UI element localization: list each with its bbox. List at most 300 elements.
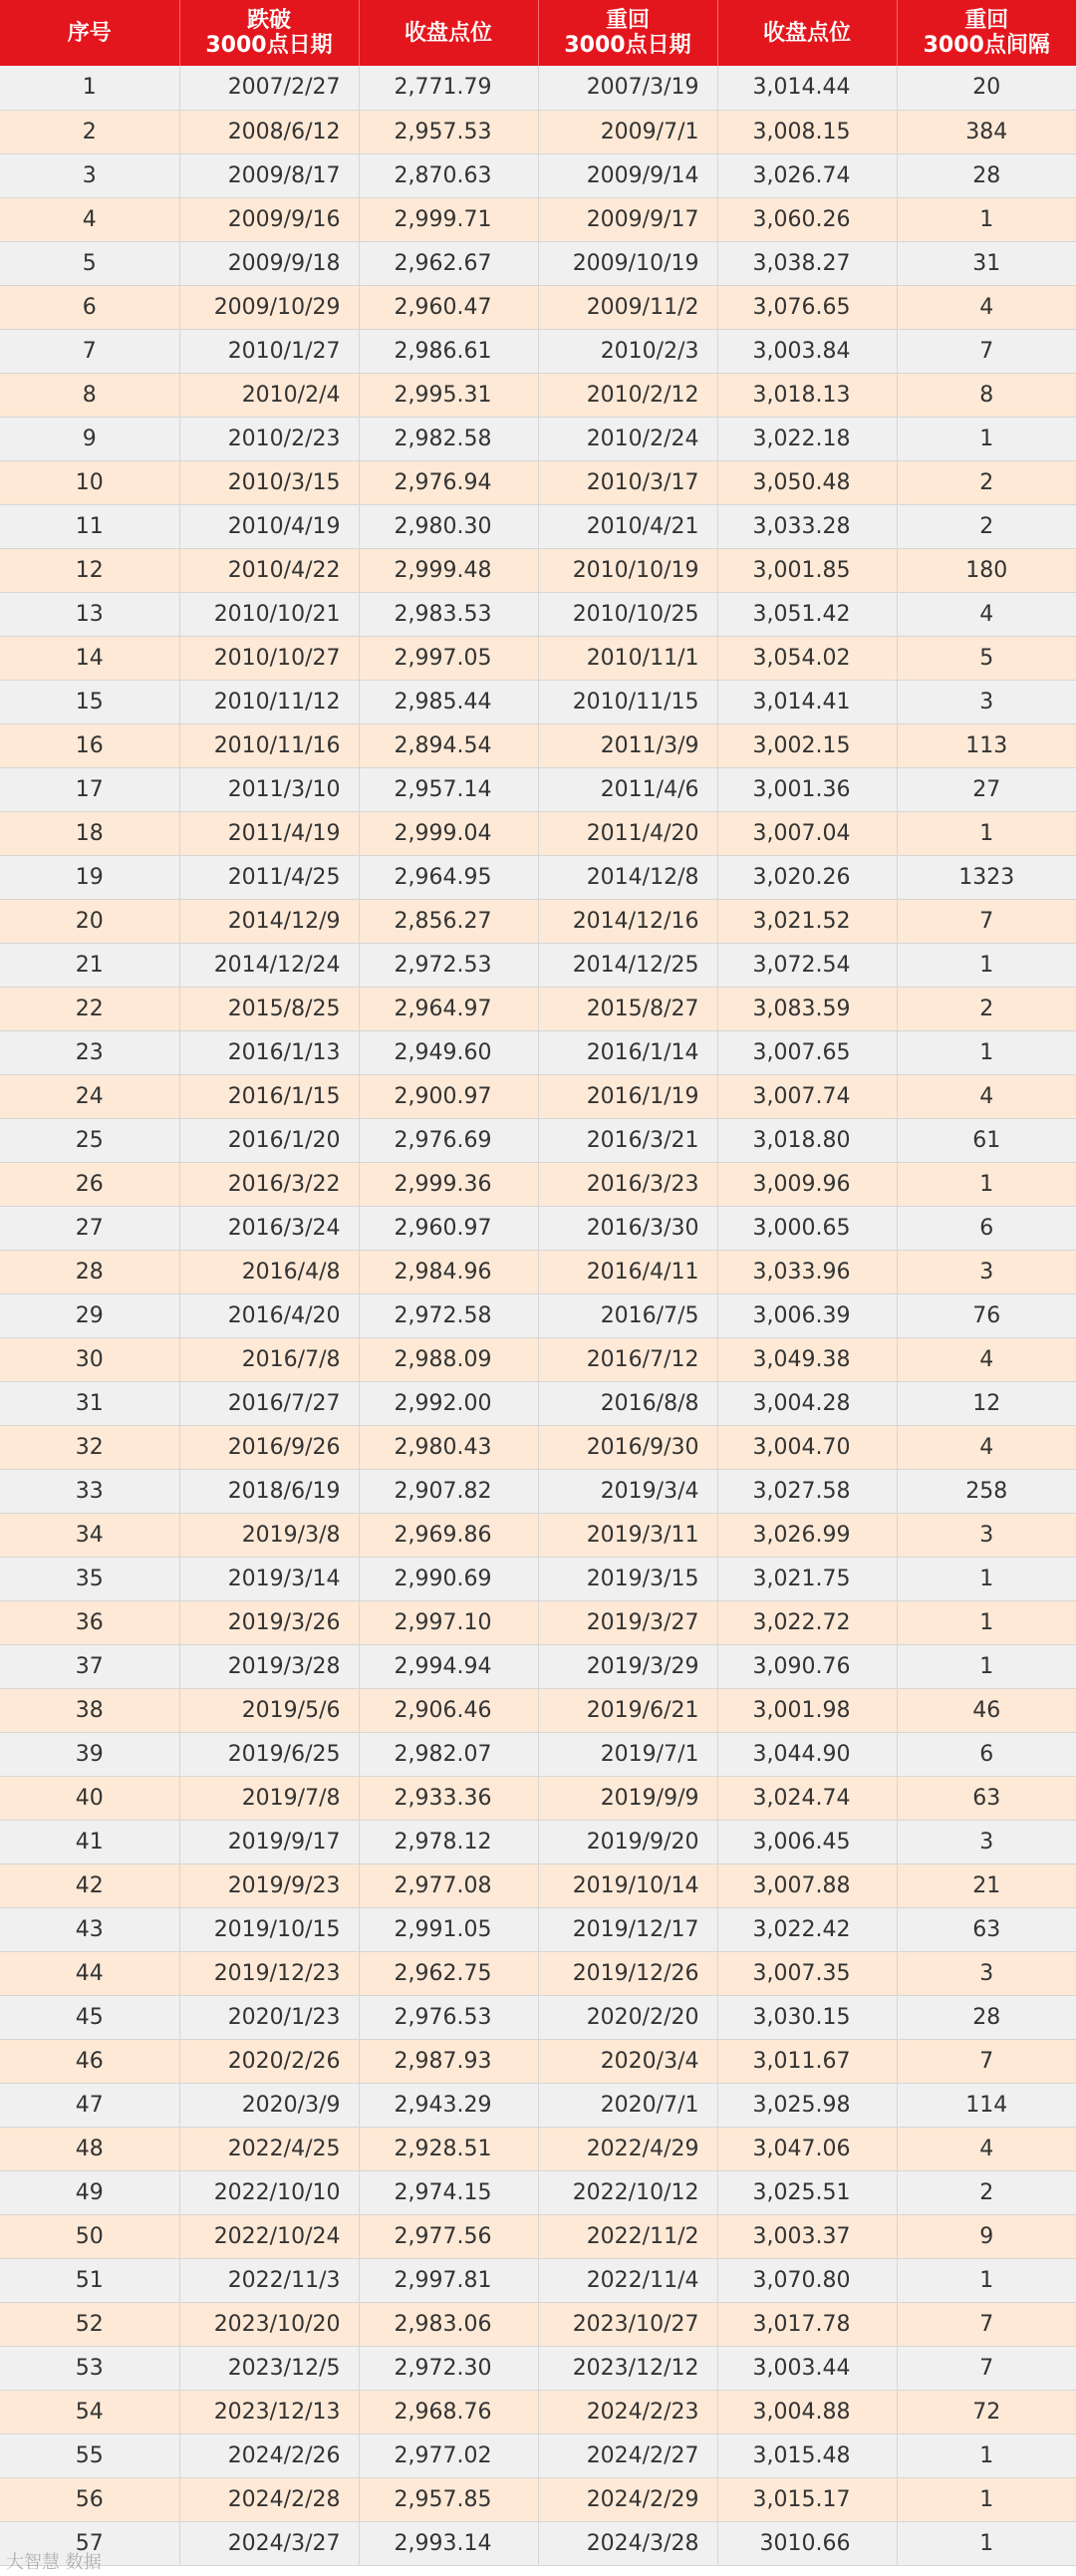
cell-break-close: 2,972.30 <box>359 2346 538 2390</box>
cell-row-index: 21 <box>0 943 179 987</box>
cell-return-interval: 46 <box>897 1688 1076 1732</box>
table-row <box>0 2083 1076 2127</box>
cell-break-close: 2,974.15 <box>359 2170 538 2214</box>
cell-return-date: 2016/1/19 <box>538 1074 717 1118</box>
table-row <box>0 1118 1076 1162</box>
cell-row-index: 4 <box>0 197 179 241</box>
cell-row-index: 55 <box>0 2433 179 2477</box>
table-row <box>0 1250 1076 1293</box>
table-row <box>0 855 1076 899</box>
cell-return-close: 3,004.70 <box>717 1425 897 1469</box>
cell-return-close: 3,003.84 <box>717 329 897 373</box>
table-row <box>0 2346 1076 2390</box>
table-row <box>0 1513 1076 1557</box>
cell-return-close: 3,017.78 <box>717 2302 897 2346</box>
cell-break-close: 2,983.53 <box>359 592 538 636</box>
cell-return-close: 3,007.74 <box>717 1074 897 1118</box>
cell-return-close: 3,083.59 <box>717 987 897 1030</box>
cell-return-date: 2022/11/2 <box>538 2214 717 2258</box>
cell-row-index: 40 <box>0 1776 179 1820</box>
cell-row-index: 32 <box>0 1425 179 1469</box>
table-row <box>0 1425 1076 1469</box>
cell-row-index: 3 <box>0 153 179 197</box>
cell-row-index: 37 <box>0 1644 179 1688</box>
cell-break-close: 2,992.00 <box>359 1381 538 1425</box>
table-row <box>0 373 1076 417</box>
cell-break-date: 2023/10/20 <box>179 2302 359 2346</box>
cell-return-interval: 4 <box>897 285 1076 329</box>
cell-break-close: 2,993.14 <box>359 2521 538 2565</box>
cell-break-close: 2,960.47 <box>359 285 538 329</box>
cell-return-date: 2007/3/19 <box>538 66 717 110</box>
header-interval: 重回 3000点间隔 <box>897 0 1076 66</box>
cell-row-index: 17 <box>0 767 179 811</box>
cell-return-date: 2020/2/20 <box>538 1995 717 2039</box>
cell-return-date: 2010/3/17 <box>538 460 717 504</box>
cell-return-interval: 20 <box>897 66 1076 110</box>
cell-return-date: 2010/4/21 <box>538 504 717 548</box>
cell-row-index: 48 <box>0 2127 179 2170</box>
table-row <box>0 2302 1076 2346</box>
cell-return-date: 2009/11/2 <box>538 285 717 329</box>
cell-break-date: 2016/7/8 <box>179 1337 359 1381</box>
cell-break-date: 2016/4/20 <box>179 1293 359 1337</box>
table-row <box>0 1557 1076 1600</box>
table-row <box>0 767 1076 811</box>
cell-break-close: 2,977.02 <box>359 2433 538 2477</box>
cell-return-interval: 3 <box>897 1513 1076 1557</box>
cell-return-close: 3,007.65 <box>717 1030 897 1074</box>
cell-break-date: 2020/2/26 <box>179 2039 359 2083</box>
cell-return-interval: 9 <box>897 2214 1076 2258</box>
cell-break-close: 2,997.10 <box>359 1600 538 1644</box>
cell-return-date: 2019/3/11 <box>538 1513 717 1557</box>
cell-break-close: 2,969.86 <box>359 1513 538 1557</box>
cell-return-date: 2019/10/14 <box>538 1863 717 1907</box>
table-row <box>0 2258 1076 2302</box>
cell-row-index: 46 <box>0 2039 179 2083</box>
cell-break-date: 2009/8/17 <box>179 153 359 197</box>
cell-break-close: 2,982.58 <box>359 417 538 460</box>
cell-break-close: 2,957.85 <box>359 2477 538 2521</box>
cell-row-index: 2 <box>0 110 179 153</box>
table-row <box>0 723 1076 767</box>
cell-return-interval: 61 <box>897 1118 1076 1162</box>
cell-return-interval: 1 <box>897 417 1076 460</box>
cell-row-index: 30 <box>0 1337 179 1381</box>
cell-return-interval: 113 <box>897 723 1076 767</box>
cell-row-index: 42 <box>0 1863 179 1907</box>
cell-break-close: 2,906.46 <box>359 1688 538 1732</box>
cell-return-interval: 1 <box>897 1162 1076 1206</box>
table-row <box>0 811 1076 855</box>
cell-break-date: 2016/4/8 <box>179 1250 359 1293</box>
cell-return-interval: 1 <box>897 2521 1076 2565</box>
cell-return-date: 2022/10/12 <box>538 2170 717 2214</box>
cell-return-close: 3,021.75 <box>717 1557 897 1600</box>
cell-return-close: 3,015.48 <box>717 2433 897 2477</box>
cell-break-close: 2,943.29 <box>359 2083 538 2127</box>
cell-break-close: 2,894.54 <box>359 723 538 767</box>
cell-return-date: 2019/12/17 <box>538 1907 717 1951</box>
cell-break-close: 2,928.51 <box>359 2127 538 2170</box>
cell-return-close: 3,022.72 <box>717 1600 897 1644</box>
cell-return-date: 2015/8/27 <box>538 987 717 1030</box>
table-row <box>0 1381 1076 1425</box>
cell-break-date: 2015/8/25 <box>179 987 359 1030</box>
cell-row-index: 5 <box>0 241 179 285</box>
table-header <box>0 0 1076 66</box>
cell-row-index: 54 <box>0 2390 179 2433</box>
cell-row-index: 15 <box>0 680 179 723</box>
cell-return-interval: 12 <box>897 1381 1076 1425</box>
cell-break-close: 2,977.56 <box>359 2214 538 2258</box>
cell-row-index: 16 <box>0 723 179 767</box>
table-row <box>0 241 1076 285</box>
table-row <box>0 1907 1076 1951</box>
cell-return-date: 2019/9/9 <box>538 1776 717 1820</box>
table-row <box>0 197 1076 241</box>
cell-return-date: 2020/3/4 <box>538 2039 717 2083</box>
cell-row-index: 41 <box>0 1820 179 1863</box>
cell-return-date: 2010/11/1 <box>538 636 717 680</box>
cell-break-date: 2016/3/24 <box>179 1206 359 1250</box>
cell-row-index: 50 <box>0 2214 179 2258</box>
cell-return-interval: 3 <box>897 1250 1076 1293</box>
cell-row-index: 8 <box>0 373 179 417</box>
header-index: 序号 <box>0 0 179 66</box>
cell-break-date: 2024/2/26 <box>179 2433 359 2477</box>
cell-return-date: 2016/4/11 <box>538 1250 717 1293</box>
cell-break-close: 2,949.60 <box>359 1030 538 1074</box>
cell-break-close: 2,964.97 <box>359 987 538 1030</box>
cell-return-interval: 1 <box>897 2258 1076 2302</box>
cell-break-date: 2010/10/27 <box>179 636 359 680</box>
cell-return-date: 2024/3/28 <box>538 2521 717 2565</box>
table-row <box>0 1776 1076 1820</box>
cell-break-close: 2,900.97 <box>359 1074 538 1118</box>
cell-return-date: 2014/12/16 <box>538 899 717 943</box>
cell-break-date: 2022/10/10 <box>179 2170 359 2214</box>
cell-return-close: 3,003.44 <box>717 2346 897 2390</box>
cell-break-date: 2010/2/4 <box>179 373 359 417</box>
cell-break-close: 2,994.94 <box>359 1644 538 1688</box>
cell-break-date: 2016/3/22 <box>179 1162 359 1206</box>
cell-return-interval: 2 <box>897 2170 1076 2214</box>
cell-row-index: 57 <box>0 2521 179 2565</box>
cell-return-date: 2014/12/8 <box>538 855 717 899</box>
cell-break-close: 2,976.53 <box>359 1995 538 2039</box>
cell-return-close: 3,001.36 <box>717 767 897 811</box>
cell-row-index: 19 <box>0 855 179 899</box>
cell-break-date: 2019/3/8 <box>179 1513 359 1557</box>
cell-return-close: 3,054.02 <box>717 636 897 680</box>
cell-return-date: 2020/7/1 <box>538 2083 717 2127</box>
cell-return-interval: 1 <box>897 1557 1076 1600</box>
cell-return-close: 3,025.51 <box>717 2170 897 2214</box>
cell-break-close: 2,991.05 <box>359 1907 538 1951</box>
cell-break-date: 2023/12/13 <box>179 2390 359 2433</box>
cell-break-date: 2008/6/12 <box>179 110 359 153</box>
header-return-close: 收盘点位 <box>717 0 897 66</box>
cell-return-close: 3,060.26 <box>717 197 897 241</box>
cell-break-date: 2016/1/15 <box>179 1074 359 1118</box>
cell-return-interval: 3 <box>897 1820 1076 1863</box>
table-row <box>0 899 1076 943</box>
cell-break-date: 2022/10/24 <box>179 2214 359 2258</box>
cell-return-close: 3,007.88 <box>717 1863 897 1907</box>
cell-row-index: 56 <box>0 2477 179 2521</box>
cell-break-close: 2,976.69 <box>359 1118 538 1162</box>
cell-break-close: 2,997.81 <box>359 2258 538 2302</box>
cell-row-index: 24 <box>0 1074 179 1118</box>
cell-break-date: 2019/9/17 <box>179 1820 359 1863</box>
table-row <box>0 1074 1076 1118</box>
cell-break-date: 2010/10/21 <box>179 592 359 636</box>
table-row <box>0 66 1076 110</box>
table-row <box>0 1644 1076 1688</box>
cell-return-interval: 1 <box>897 197 1076 241</box>
cell-return-interval: 63 <box>897 1776 1076 1820</box>
cell-break-close: 2,980.30 <box>359 504 538 548</box>
cell-return-interval: 63 <box>897 1907 1076 1951</box>
cell-return-close: 3,018.13 <box>717 373 897 417</box>
cell-break-date: 2024/3/27 <box>179 2521 359 2565</box>
cell-return-close: 3,014.44 <box>717 66 897 110</box>
cell-break-date: 2010/1/27 <box>179 329 359 373</box>
table-row <box>0 2477 1076 2521</box>
cell-row-index: 28 <box>0 1250 179 1293</box>
cell-return-interval: 114 <box>897 2083 1076 2127</box>
cell-break-close: 2,985.44 <box>359 680 538 723</box>
cell-break-date: 2024/2/28 <box>179 2477 359 2521</box>
cell-break-date: 2009/9/18 <box>179 241 359 285</box>
watermark: 大智慧 数据 <box>6 2552 102 2573</box>
cell-break-close: 2,957.53 <box>359 110 538 153</box>
cell-break-date: 2009/10/29 <box>179 285 359 329</box>
cell-break-close: 2,997.05 <box>359 636 538 680</box>
table-row <box>0 1688 1076 1732</box>
cell-return-close: 3,030.15 <box>717 1995 897 2039</box>
table-row <box>0 1162 1076 1206</box>
table-row <box>0 1995 1076 2039</box>
cell-return-interval: 4 <box>897 592 1076 636</box>
cell-row-index: 18 <box>0 811 179 855</box>
cell-return-date: 2019/3/4 <box>538 1469 717 1513</box>
cell-break-close: 2,968.76 <box>359 2390 538 2433</box>
cell-return-interval: 2 <box>897 987 1076 1030</box>
cell-row-index: 26 <box>0 1162 179 1206</box>
cell-row-index: 25 <box>0 1118 179 1162</box>
cell-return-close: 3,008.15 <box>717 110 897 153</box>
table-row <box>0 680 1076 723</box>
cell-break-date: 2022/4/25 <box>179 2127 359 2170</box>
cell-return-date: 2016/7/12 <box>538 1337 717 1381</box>
cell-break-date: 2019/7/8 <box>179 1776 359 1820</box>
cell-return-close: 3,011.67 <box>717 2039 897 2083</box>
table-row <box>0 329 1076 373</box>
cell-row-index: 23 <box>0 1030 179 1074</box>
cell-return-interval: 1323 <box>897 855 1076 899</box>
cell-return-close: 3,025.98 <box>717 2083 897 2127</box>
cell-break-date: 2014/12/9 <box>179 899 359 943</box>
table-row <box>0 153 1076 197</box>
cell-break-date: 2011/4/25 <box>179 855 359 899</box>
cell-return-close: 3,006.45 <box>717 1820 897 1863</box>
cell-break-date: 2014/12/24 <box>179 943 359 987</box>
cell-row-index: 29 <box>0 1293 179 1337</box>
cell-break-close: 2,988.09 <box>359 1337 538 1381</box>
cell-return-interval: 27 <box>897 767 1076 811</box>
cell-break-close: 2,984.96 <box>359 1250 538 1293</box>
cell-return-date: 2016/8/8 <box>538 1381 717 1425</box>
cell-row-index: 43 <box>0 1907 179 1951</box>
cell-return-interval: 1 <box>897 811 1076 855</box>
cell-break-date: 2010/4/19 <box>179 504 359 548</box>
cell-return-date: 2010/10/19 <box>538 548 717 592</box>
cell-return-date: 2022/4/29 <box>538 2127 717 2170</box>
cell-return-interval: 4 <box>897 1425 1076 1469</box>
cell-return-interval: 72 <box>897 2390 1076 2433</box>
cell-return-close: 3,002.15 <box>717 723 897 767</box>
table-row <box>0 987 1076 1030</box>
cell-return-interval: 8 <box>897 373 1076 417</box>
header-row <box>0 0 1076 66</box>
cell-row-index: 51 <box>0 2258 179 2302</box>
cell-return-date: 2011/4/20 <box>538 811 717 855</box>
cell-return-close: 3,047.06 <box>717 2127 897 2170</box>
cell-break-close: 2,987.93 <box>359 2039 538 2083</box>
cell-return-close: 3,033.96 <box>717 1250 897 1293</box>
cell-return-close: 3,007.04 <box>717 811 897 855</box>
cell-row-index: 47 <box>0 2083 179 2127</box>
cell-break-date: 2010/11/16 <box>179 723 359 767</box>
cell-return-interval: 7 <box>897 2346 1076 2390</box>
table-row <box>0 2390 1076 2433</box>
cell-return-close: 3,004.88 <box>717 2390 897 2433</box>
cell-return-close: 3,070.80 <box>717 2258 897 2302</box>
cell-row-index: 38 <box>0 1688 179 1732</box>
cell-break-date: 2019/10/15 <box>179 1907 359 1951</box>
cell-break-date: 2010/4/22 <box>179 548 359 592</box>
cell-row-index: 11 <box>0 504 179 548</box>
table-row <box>0 1863 1076 1907</box>
cell-return-date: 2019/3/29 <box>538 1644 717 1688</box>
cell-return-interval: 4 <box>897 2127 1076 2170</box>
cell-break-date: 2019/9/23 <box>179 1863 359 1907</box>
cell-return-interval: 31 <box>897 241 1076 285</box>
cell-return-interval: 1 <box>897 2477 1076 2521</box>
cell-break-close: 2,964.95 <box>359 855 538 899</box>
cell-return-close: 3,022.18 <box>717 417 897 460</box>
cell-row-index: 33 <box>0 1469 179 1513</box>
cell-break-close: 2,995.31 <box>359 373 538 417</box>
table-row <box>0 2127 1076 2170</box>
cell-break-date: 2019/5/6 <box>179 1688 359 1732</box>
cell-break-date: 2016/7/27 <box>179 1381 359 1425</box>
cell-return-close: 3,021.52 <box>717 899 897 943</box>
table-row <box>0 943 1076 987</box>
cell-row-index: 22 <box>0 987 179 1030</box>
cell-row-index: 14 <box>0 636 179 680</box>
cell-return-date: 2022/11/4 <box>538 2258 717 2302</box>
cell-break-close: 2,978.12 <box>359 1820 538 1863</box>
cell-break-close: 2,962.67 <box>359 241 538 285</box>
cell-row-index: 31 <box>0 1381 179 1425</box>
cell-break-date: 2019/3/26 <box>179 1600 359 1644</box>
cell-break-date: 2010/11/12 <box>179 680 359 723</box>
table-row <box>0 592 1076 636</box>
cell-break-close: 2,962.75 <box>359 1951 538 1995</box>
cell-return-interval: 5 <box>897 636 1076 680</box>
table-row <box>0 417 1076 460</box>
cell-return-date: 2019/7/1 <box>538 1732 717 1776</box>
cell-return-date: 2016/3/23 <box>538 1162 717 1206</box>
cell-row-index: 49 <box>0 2170 179 2214</box>
cell-return-date: 2019/3/15 <box>538 1557 717 1600</box>
cell-break-close: 2,999.48 <box>359 548 538 592</box>
cell-return-date: 2010/2/24 <box>538 417 717 460</box>
cell-return-close: 3,027.58 <box>717 1469 897 1513</box>
cell-return-interval: 28 <box>897 1995 1076 2039</box>
cell-row-index: 35 <box>0 1557 179 1600</box>
cell-return-close: 3010.66 <box>717 2521 897 2565</box>
cell-return-close: 3,049.38 <box>717 1337 897 1381</box>
table-row <box>0 2039 1076 2083</box>
cell-row-index: 9 <box>0 417 179 460</box>
cell-return-interval: 6 <box>897 1732 1076 1776</box>
cell-return-close: 3,003.37 <box>717 2214 897 2258</box>
cell-return-date: 2019/3/27 <box>538 1600 717 1644</box>
cell-return-close: 3,001.98 <box>717 1688 897 1732</box>
table-row <box>0 2214 1076 2258</box>
cell-return-interval: 1 <box>897 2433 1076 2477</box>
table-row <box>0 1293 1076 1337</box>
cell-return-date: 2010/2/3 <box>538 329 717 373</box>
cell-break-date: 2020/3/9 <box>179 2083 359 2127</box>
cell-return-interval: 3 <box>897 680 1076 723</box>
cell-row-index: 27 <box>0 1206 179 1250</box>
cell-return-close: 3,018.80 <box>717 1118 897 1162</box>
cell-break-close: 2,999.71 <box>359 197 538 241</box>
cell-return-interval: 7 <box>897 2039 1076 2083</box>
cell-return-close: 3,009.96 <box>717 1162 897 1206</box>
cell-break-date: 2018/6/19 <box>179 1469 359 1513</box>
cell-break-close: 2,957.14 <box>359 767 538 811</box>
cell-return-close: 3,022.42 <box>717 1907 897 1951</box>
cell-break-close: 2,983.06 <box>359 2302 538 2346</box>
cell-return-date: 2010/2/12 <box>538 373 717 417</box>
cell-return-interval: 2 <box>897 504 1076 548</box>
table-row <box>0 2521 1076 2565</box>
cell-row-index: 36 <box>0 1600 179 1644</box>
table-row <box>0 110 1076 153</box>
cell-row-index: 52 <box>0 2302 179 2346</box>
cell-break-close: 2,982.07 <box>359 1732 538 1776</box>
cell-row-index: 1 <box>0 66 179 110</box>
cell-return-date: 2011/3/9 <box>538 723 717 767</box>
cell-break-date: 2007/2/27 <box>179 66 359 110</box>
cell-break-close: 2,972.58 <box>359 1293 538 1337</box>
cell-return-interval: 258 <box>897 1469 1076 1513</box>
cell-return-interval: 21 <box>897 1863 1076 1907</box>
cell-break-date: 2019/3/28 <box>179 1644 359 1688</box>
cell-break-date: 2019/12/23 <box>179 1951 359 1995</box>
cell-return-close: 3,014.41 <box>717 680 897 723</box>
cell-return-date: 2009/9/14 <box>538 153 717 197</box>
table-row <box>0 1600 1076 1644</box>
cell-row-index: 39 <box>0 1732 179 1776</box>
